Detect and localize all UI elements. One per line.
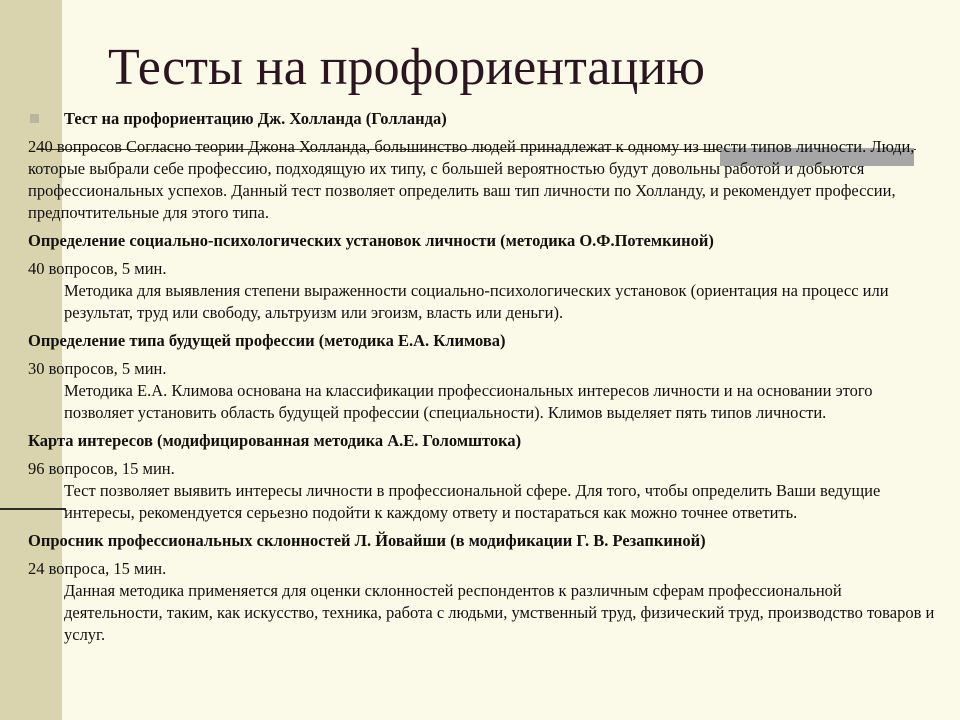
test-meta: 24 вопроса, 15 мин. xyxy=(28,559,167,578)
test-meta: 30 вопросов, 5 мин. xyxy=(28,359,167,378)
test-meta: 96 вопросов, 15 мин. xyxy=(28,459,175,478)
test-description: Данная методика применяется для оценки склонностей респондентов к различным сферам профессиональной деятельности, таким, как искусство, техника, работа с людьми, умственный труд, физический труд, производство товаров и услуг. xyxy=(64,581,935,644)
test-heading: Определение типа будущей профессии (методика Е.А. Климова) xyxy=(28,331,506,350)
test-description: Методика для выявления степени выраженности социально-психологических установок (ориентация на процесс или результат, труд или свободу, альтруизм или эгоизм, власть или деньги). xyxy=(64,281,889,322)
test-entry xyxy=(28,136,940,224)
test-heading: Карта интересов (модифицированная методика А.Е. Голомштока) xyxy=(28,431,522,450)
test-description: Согласно теории Джона Холланда, большинство людей принадлежат к одному из шести типов личности. Люди, которые выбрали себе профессию, подходящую их типу, с большей вероятностью будут довольны работой и добьются профессиональных успехов. Данный тест позволяет определить ваш тип личности по Холланду, и рекомендует профессии, предпочтительные для этого типа. xyxy=(28,137,915,222)
test-meta: 240 вопросов xyxy=(28,137,122,156)
tests-list xyxy=(28,108,940,652)
test-heading: Тест на профориентацию Дж. Холланда (Голланда) xyxy=(64,109,447,128)
test-heading: Определение социально-психологических установок личности (методика О.Ф.Потемкиной) xyxy=(28,231,714,250)
test-heading: Опросник профессиональных склонностей Л. Йовайши (в модификации Г. В. Резапкиной) xyxy=(28,531,706,550)
test-meta: 40 вопросов, 5 мин. xyxy=(28,259,167,278)
test-description: Тест позволяет выявить интересы личности в профессиональной сфере. Для того, чтобы определить Ваши ведущие интересы, рекомендуется серьезно подойти к каждому ответу и постараться как можно точнее ответить. xyxy=(64,481,881,522)
slide-title: Тесты на профориентацию xyxy=(108,39,706,96)
test-description: Методика Е.А. Климова основана на классификации профессиональных интересов личности и на основании этого позволяет установить область будущей профессии (специальности). Климов выделяет пять типов личности. xyxy=(64,381,873,422)
